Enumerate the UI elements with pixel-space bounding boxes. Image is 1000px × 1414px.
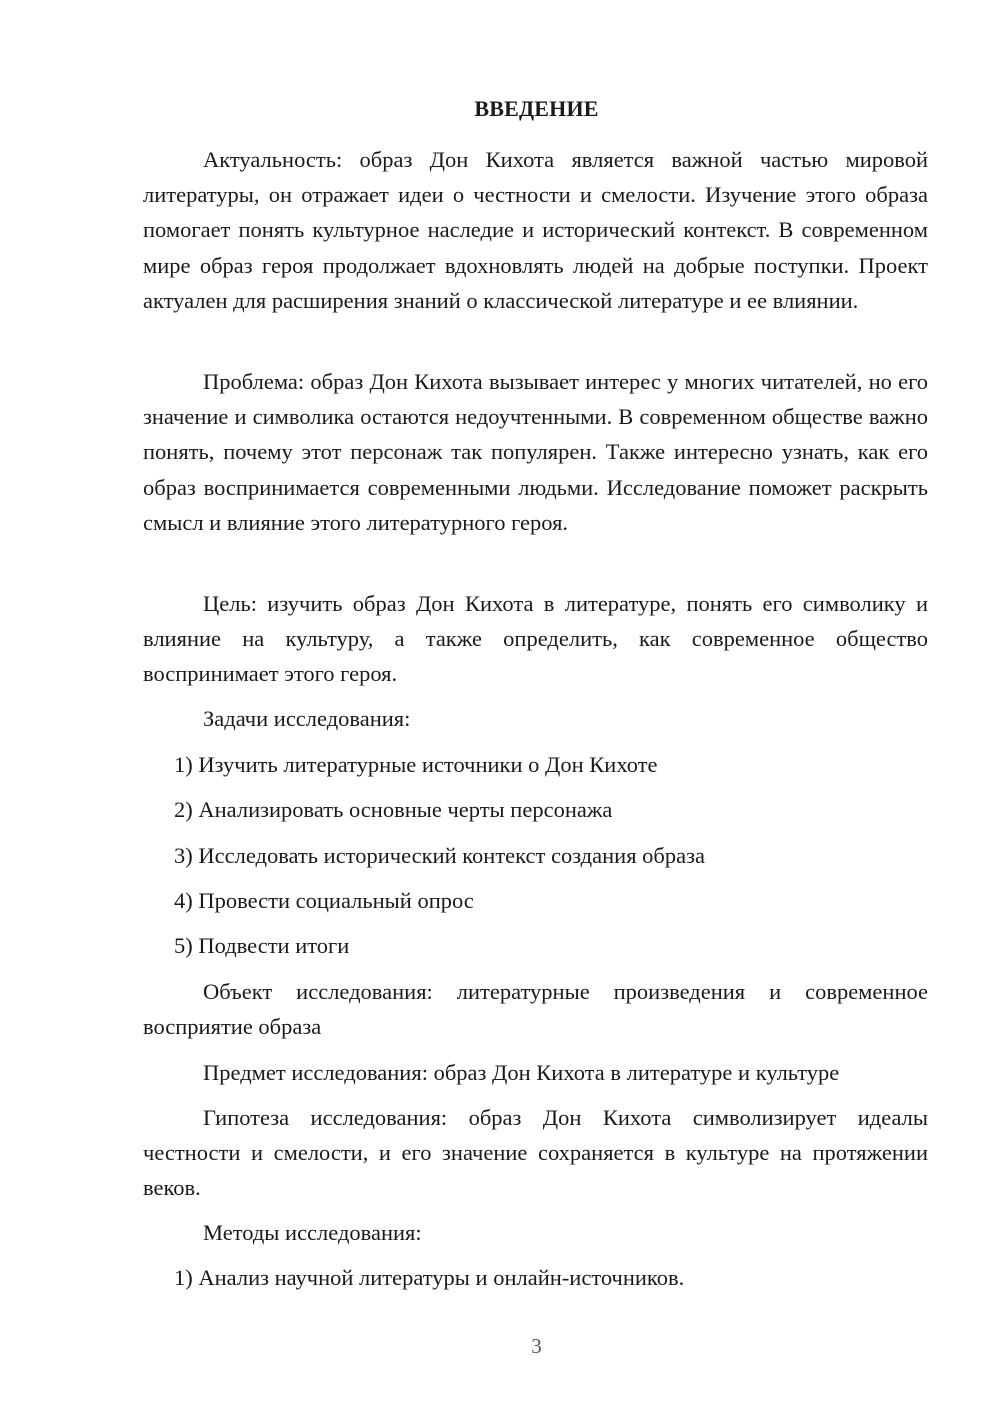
goal-paragraph: Цель: изучить образ Дон Кихота в литературе, понять его символику и влияние на культуру, а также определить, как современное общество воспринимает этого героя. <box>143 591 928 687</box>
section-heading: ВВЕДЕНИЕ <box>474 96 599 121</box>
problem-paragraph: Проблема: образ Дон Кихота вызывает интерес у многих читателей, но его значение и символика остаются недоучтенными. В современном обществе важно понять, почему этот персонаж так популярен. Также интересно узнать, как его образ воспринимается современными людьми. Исследование поможет раскрыть смысл и влияние этого литературного героя. <box>143 369 928 535</box>
hypothesis-paragraph: Гипотеза исследования: образ Дон Кихота символизирует идеалы честности и смелости, и его значение сохраняется в культуре на протяжении веков. <box>143 1105 928 1201</box>
relevance-paragraph: Актуальность: образ Дон Кихота является важной частью мировой литературы, он отражает идеи о честности и смелости. Изучение этого образа помогает понять культурное наследие и исторический контекст. В современном мире образ героя продолжает вдохновлять людей на добрые поступки. Проект актуален для расширения знаний о классической литературе и ее влиянии. <box>143 147 928 313</box>
object-paragraph: Объект исследования: литературные произведения и современное восприятие образа <box>143 979 928 1040</box>
subject-paragraph: Предмет исследования: образ Дон Кихота в литературе и культуре <box>203 1060 840 1085</box>
tasks-title: Задачи исследования: <box>203 706 411 731</box>
task-item-5: 5) Подвести итоги <box>174 933 350 958</box>
task-item-1: 1) Изучить литературные источники о Дон Кихоте <box>174 752 658 777</box>
task-item-3: 3) Исследовать исторический контекст создания образа <box>174 843 705 868</box>
page-number: 3 <box>531 1334 542 1358</box>
task-item-2: 2) Анализировать основные черты персонажа <box>174 797 613 822</box>
task-item-4: 4) Провести социальный опрос <box>174 888 474 913</box>
methods-title: Методы исследования: <box>203 1220 422 1245</box>
method-item-1: 1) Анализ научной литературы и онлайн-источников. <box>174 1265 685 1290</box>
